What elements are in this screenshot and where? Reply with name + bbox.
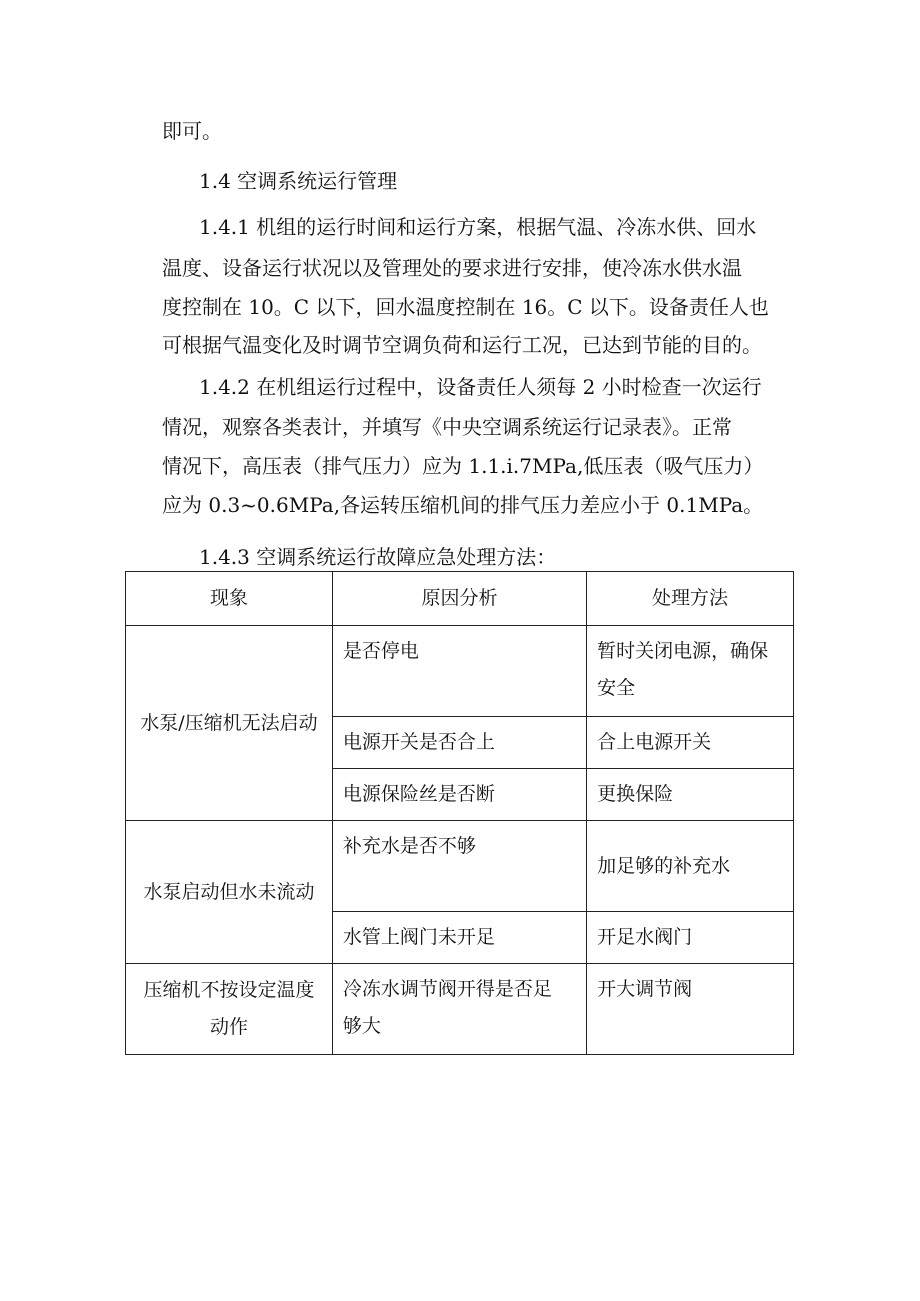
table-row	[126, 626, 794, 717]
phenomenon-cell: 水泵/压缩机无法启动	[126, 626, 333, 821]
cause-cell: 补充水是否不够	[332, 821, 586, 912]
header-cause: 原因分析	[332, 572, 586, 626]
cause-cell: 电源保险丝是否断	[332, 769, 586, 821]
table-header-row	[126, 572, 794, 626]
header-method: 处理方法	[587, 572, 794, 626]
section-heading-1-4-3: 1.4.3 空调系统运行故障应急处理方法：	[199, 545, 557, 569]
table-row	[126, 964, 794, 1055]
phenomenon-line: 动作	[209, 1016, 248, 1038]
paragraph-1-4-2-line: 情况下，高压表（排气压力）应为 1.1.i.7MPa,低压表（吸气压力）	[162, 454, 764, 478]
phenomenon-cell	[126, 964, 333, 1055]
paragraph-1-4-2-line: 1.4.2 在机组运行过程中，设备责任人须每 2 小时检查一次运行	[199, 375, 762, 399]
paragraph-1-4-2-line: 应为 0.3~0.6MPa,各运转压缩机间的排气压力差应小于 0.1MPa。	[162, 493, 764, 517]
section-heading-1-4: 1.4 空调系统运行管理	[199, 169, 398, 193]
method-cell: 开足水阀门	[587, 912, 794, 964]
phenomenon-cell: 水泵启动但水未流动	[126, 821, 333, 964]
method-cell: 更换保险	[587, 769, 794, 821]
phenomenon-line: 压缩机不按设定温度	[143, 979, 315, 1001]
method-cell: 开大调节阀	[587, 964, 794, 1055]
method-line: 暂时关闭电源，确保	[597, 640, 769, 662]
method-cell: 合上电源开关	[587, 717, 794, 769]
paragraph-1-4-2-line: 情况，观察各类表计，并填写《中央空调系统运行记录表》。正常	[162, 415, 732, 439]
fault-handling-table	[125, 571, 794, 1055]
cause-cell	[332, 964, 586, 1055]
cause-cell: 电源开关是否合上	[332, 717, 586, 769]
method-line: 安全	[597, 677, 636, 699]
method-cell	[587, 626, 794, 717]
paragraph-1-4-1-line: 温度、设备运行状况以及管理处的要求进行安排，使冷冻水供水温	[162, 256, 742, 280]
cause-cell: 水管上阀门未开足	[332, 912, 586, 964]
cause-line: 冷冻水调节阀开得是否足	[342, 978, 552, 1000]
cause-line: 够大	[342, 1015, 381, 1037]
paragraph-continuation: 即可。	[162, 119, 222, 143]
table-row	[126, 821, 794, 912]
paragraph-1-4-1-line: 1.4.1 机组的运行时间和运行方案，根据气温、冷冻水供、回水	[199, 215, 757, 239]
header-phenomenon: 现象	[126, 572, 333, 626]
cause-cell: 是否停电	[332, 626, 586, 717]
paragraph-1-4-1-line: 可根据气温变化及时调节空调负荷和运行工况，已达到节能的目的。	[162, 333, 762, 357]
method-cell: 加足够的补充水	[587, 821, 794, 912]
paragraph-1-4-1-line: 度控制在 10。C 以下，回水温度控制在 16。C 以下。设备责任人也	[162, 295, 769, 319]
